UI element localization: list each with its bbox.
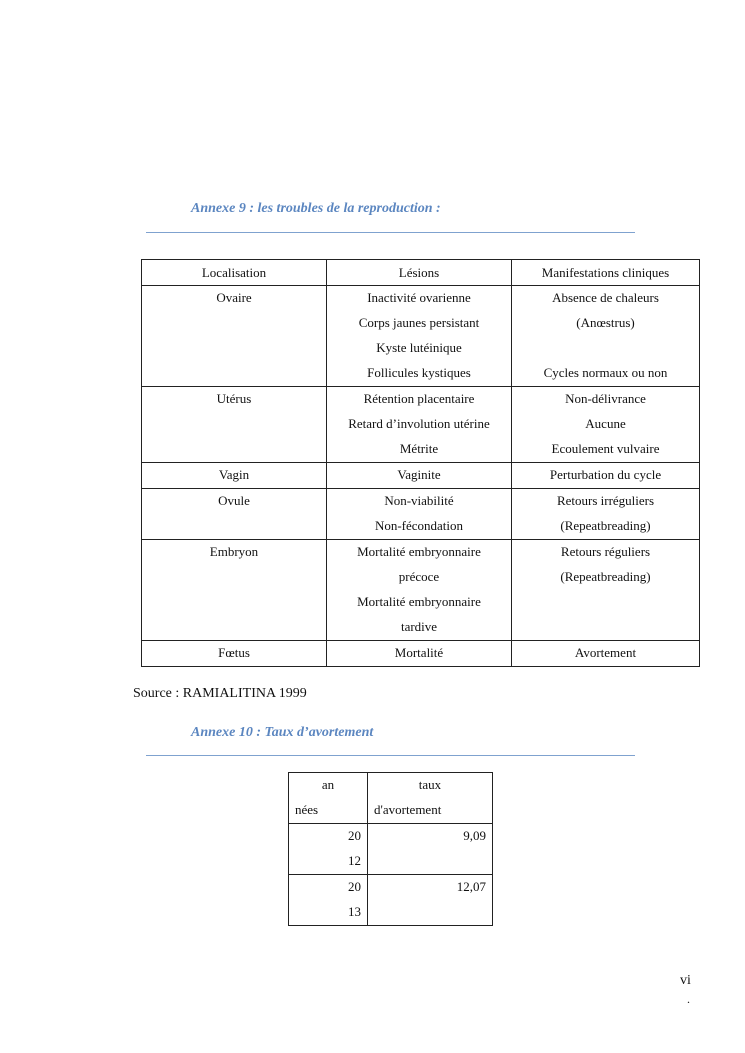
cell-localisation: Ovaire	[142, 286, 327, 387]
cell-manifestations: Retours réguliers (Repeatbreading)	[512, 540, 700, 641]
cell-lesions: Vaginite	[327, 463, 512, 489]
header-years: an nées	[289, 773, 368, 824]
table-header-row	[289, 773, 493, 824]
table-row	[142, 463, 700, 489]
source-note: Source : RAMIALITINA 1999	[133, 686, 307, 701]
annex9-title: Annexe 9 : les troubles de la reproduction :	[191, 201, 441, 216]
cell-manifestations: Retours irréguliers (Repeatbreading)	[512, 489, 700, 540]
cell-lesions: Rétention placentaire Retard d’involution utérine Métrite	[327, 387, 512, 463]
annex9-rule	[146, 232, 635, 233]
annex10-rule	[146, 755, 635, 756]
cell-localisation: Vagin	[142, 463, 327, 489]
page-number-dot: .	[687, 992, 690, 1006]
table-row	[142, 540, 700, 641]
cell-lesions: Mortalité embryonnaire précoce Mortalité embryonnaire tardive	[327, 540, 512, 641]
cell-lesions: Non-viabilité Non-fécondation	[327, 489, 512, 540]
cell-manifestations: Avortement	[512, 641, 700, 667]
table-row	[289, 875, 493, 926]
cell-year: 20 13	[289, 875, 368, 926]
table-row	[142, 387, 700, 463]
cell-localisation: Ovule	[142, 489, 327, 540]
header-rate: taux d'avortement	[368, 773, 493, 824]
cell-manifestations: Perturbation du cycle	[512, 463, 700, 489]
table-header-row	[142, 260, 700, 286]
cell-manifestations: Absence de chaleurs (Anœstrus) Cycles normaux ou non	[512, 286, 700, 387]
table-row	[142, 641, 700, 667]
reproduction-troubles-table	[141, 259, 700, 667]
abortion-rate-table	[288, 772, 493, 926]
cell-localisation: Embryon	[142, 540, 327, 641]
header-localisation: Localisation	[142, 260, 327, 286]
cell-lesions: Mortalité	[327, 641, 512, 667]
table-row	[142, 489, 700, 540]
cell-localisation: Fœtus	[142, 641, 327, 667]
header-lesions: Lésions	[327, 260, 512, 286]
cell-year: 20 12	[289, 824, 368, 875]
table-row	[289, 824, 493, 875]
cell-lesions: Inactivité ovarienne Corps jaunes persistant Kyste lutéinique Follicules kystiques	[327, 286, 512, 387]
table-row	[142, 286, 700, 387]
cell-rate: 9,09	[368, 824, 493, 875]
cell-localisation: Utérus	[142, 387, 327, 463]
cell-manifestations: Non-délivrance Aucune Ecoulement vulvaire	[512, 387, 700, 463]
annex10-title: Annexe 10 : Taux d’avortement	[191, 725, 374, 740]
cell-rate: 12,07	[368, 875, 493, 926]
header-manifestations: Manifestations cliniques	[512, 260, 700, 286]
page-number: vi	[680, 973, 691, 988]
